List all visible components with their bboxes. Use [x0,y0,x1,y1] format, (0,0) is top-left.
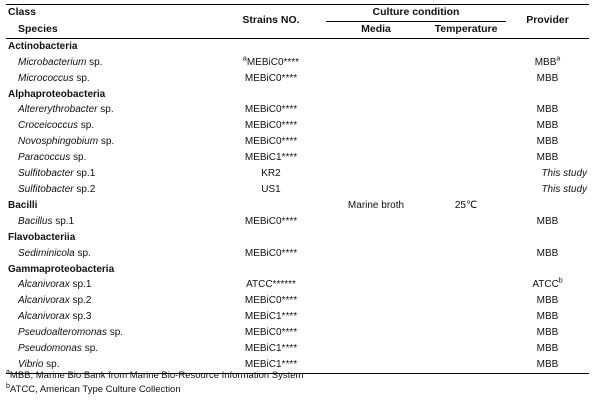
class-name: Alphaproteobacteria [8,88,106,100]
provider-cell [506,309,589,325]
species-genus: Micrococcus [18,72,74,84]
species-suffix: sp.1 [69,279,92,291]
provider-cell [506,357,589,373]
species-cell [6,246,216,262]
species-suffix: sp. [86,56,103,68]
class-temperature [426,262,506,278]
species-suffix: sp. [81,343,99,355]
provider-name: MBB [536,247,559,259]
strain-cell [216,118,326,134]
header-row-1 [6,5,589,22]
provider-cell [506,277,589,293]
header-strains: Strains NO. [216,5,326,39]
species-suffix: sp. [78,120,95,132]
provider-cell [506,325,589,341]
temperature-cell [426,134,506,150]
strain-cell [216,214,326,230]
species-suffix: sp. [106,327,124,339]
provider-cell [506,134,589,150]
species-cell [6,55,216,71]
provider-name: MBB [536,343,559,355]
media-cell [326,277,426,293]
class-provider-cell [506,262,589,278]
temperature-cell [426,71,506,87]
species-genus: Pseudoalteromonas [18,327,107,339]
class-media: Marine broth [347,199,405,211]
header-class: Class [6,5,216,22]
species-genus: Novosphingobium [18,136,99,148]
media-cell [326,246,426,262]
footnote-b: $^b$ATCC, American Type Culture Collection [6,382,181,395]
media-cell [326,325,426,341]
temperature-cell [426,118,506,134]
species-cell [6,150,216,166]
header-species: Species [18,22,58,35]
strain-number: MEBiC1**** [244,152,298,164]
strain-cell [216,293,326,309]
strain-number: MEBiC0**** [244,215,298,227]
class-row [6,230,589,246]
table-row [6,150,589,166]
species-cell [6,182,216,198]
class-temperature [426,230,506,246]
species-cell [6,309,216,325]
class-temperature [426,38,506,54]
temperature-cell [426,293,506,309]
strain-number: MEBiC1**** [244,358,298,370]
strain-cell [216,182,326,198]
species-genus: Alcanivorax [18,279,70,291]
class-row [6,262,589,278]
strain-cell [216,325,326,341]
provider-name: This study [541,168,588,180]
provider-cell [506,341,589,357]
provider-footnote-mark: b [558,278,563,286]
provider-name: MBB [536,215,559,227]
provider-cell [506,214,589,230]
temperature-cell [426,214,506,230]
class-row [6,198,589,214]
provider-cell [506,246,589,262]
species-genus: Pseudomonas [18,343,82,355]
species-suffix: sp. [43,358,60,370]
table-body [6,38,589,373]
media-cell [326,293,426,309]
table-row [6,246,589,262]
provider-cell [506,293,589,309]
species-cell [6,102,216,118]
media-cell [326,214,426,230]
media-cell [326,118,426,134]
table-row [6,325,589,341]
provider-cell [506,182,589,198]
media-cell [326,166,426,182]
provider-name: ATCC [532,279,559,291]
species-cell [6,71,216,87]
class-row [6,87,589,103]
provider-name: MBB [536,136,559,148]
provider-name: MBB [536,295,559,307]
provider-footnote-mark: a [556,55,561,63]
table-row [6,134,589,150]
class-strain-cell [216,230,326,246]
provider-name: MBB [534,56,557,68]
species-cell [6,118,216,134]
strain-cell [216,309,326,325]
species-cell [6,293,216,309]
temperature-cell [426,150,506,166]
strain-cell [216,277,326,293]
media-cell [326,134,426,150]
species-suffix: sp. [74,247,91,259]
strain-number: MEBiC0**** [244,72,298,84]
strain-cell [216,71,326,87]
header-provider: Provider [506,5,589,39]
media-cell [326,150,426,166]
class-temperature: 25℃ [454,199,478,211]
species-genus: Alcanivorax [18,295,70,307]
table-row [6,214,589,230]
provider-name: This study [541,183,588,195]
species-suffix: sp. [73,72,90,84]
media-cell [326,102,426,118]
strain-footnote-mark: a [242,55,247,63]
provider-name: MBB [536,327,559,339]
strain-cell [216,134,326,150]
provider-cell [506,71,589,87]
temperature-cell [426,55,506,71]
strain-number: KR2 [261,168,281,180]
provider-cell [506,166,589,182]
table-row [6,71,589,87]
class-row [6,38,589,54]
strain-number: MEBiC0**** [244,327,298,339]
class-media [326,87,426,103]
provider-cell [506,102,589,118]
class-media [326,38,426,54]
provider-name: MBB [536,104,559,116]
species-cell [6,277,216,293]
class-strain-cell [216,38,326,54]
temperature-cell [426,341,506,357]
species-cell [6,134,216,150]
class-temperature [426,87,506,103]
media-cell [326,309,426,325]
temperature-cell [426,182,506,198]
species-genus: Bacillus [18,215,53,227]
strain-cell [216,166,326,182]
species-suffix: sp.2 [69,295,92,307]
temperature-cell [426,357,506,373]
class-media [326,262,426,278]
temperature-cell [426,277,506,293]
species-genus: Alcanivorax [18,311,70,323]
table-row [6,293,589,309]
table-row [6,341,589,357]
species-suffix: sp.1 [73,168,96,180]
species-suffix: sp.3 [69,311,92,323]
media-cell [326,71,426,87]
species-genus: Croceicoccus [18,120,79,132]
table-row [6,277,589,293]
table-row [6,118,589,134]
strain-number: MEBiC0**** [244,136,298,148]
class-strain-cell [216,87,326,103]
table-row [6,102,589,118]
species-suffix: sp. [97,104,114,116]
class-strain-cell [216,198,326,214]
strain-cell [216,150,326,166]
media-cell [326,357,426,373]
media-cell [326,182,426,198]
strain-number: ATCC****** [246,279,296,291]
class-provider-cell [506,87,589,103]
temperature-cell [426,102,506,118]
strains-table [6,4,589,374]
temperature-cell [426,309,506,325]
class-name: Flavobacteriia [8,231,76,243]
provider-cell [506,118,589,134]
species-suffix: sp.2 [73,183,96,195]
species-suffix: sp.1 [52,215,75,227]
strain-number: MEBiC1**** [244,311,298,323]
species-genus: Sulfitobacter [18,168,74,180]
provider-name: MBB [536,311,559,323]
species-cell [6,341,216,357]
strain-number: MEBiC0**** [244,295,298,307]
media-cell [326,341,426,357]
table-row [6,55,589,71]
species-cell [6,166,216,182]
strain-cell [216,246,326,262]
species-genus: Altererythrobacter [18,104,98,116]
species-genus: Sulfitobacter [18,183,74,195]
provider-cell [506,55,589,71]
strain-cell [216,102,326,118]
provider-name: MBB [536,358,559,370]
class-provider-cell [506,198,589,214]
temperature-cell [426,246,506,262]
provider-name: MBB [536,152,559,164]
species-genus: Microbacterium [18,56,87,68]
species-suffix: sp. [70,152,87,164]
species-suffix: sp. [98,136,115,148]
table-row [6,166,589,182]
provider-name: MBB [536,120,559,132]
strain-number: MEBiC1**** [244,343,298,355]
temperature-cell [426,166,506,182]
provider-name: MBB [536,72,559,84]
species-genus: Vibrio [18,358,44,370]
class-name: Bacilli [8,199,38,211]
header-media: Media [361,22,391,35]
species-cell [6,214,216,230]
temperature-cell [426,325,506,341]
class-strain-cell [216,262,326,278]
class-name: Gammaproteobacteria [8,263,115,275]
header-culture-condition: Culture condition [326,5,506,22]
header-temperature: Temperature [434,22,498,35]
footnote-a: $^a$MBB, Marine Bio Bank from Marine Bio-Resource Information System [6,368,304,381]
provider-cell [506,150,589,166]
strain-number: US1 [261,183,281,195]
class-name: Actinobacteria [6,38,216,54]
species-genus: Sediminicola [18,247,75,259]
species-genus: Paracoccus [18,152,71,164]
table-row [6,182,589,198]
strain-number: MEBiC0**** [244,247,298,259]
footnotes [6,369,303,397]
strain-cell [216,341,326,357]
strain-number: MEBiC0**** [246,56,300,68]
class-provider-cell [506,230,589,246]
class-media [326,230,426,246]
strain-number: MEBiC0**** [244,120,298,132]
media-cell [326,55,426,71]
class-provider-cell [506,38,589,54]
strain-cell [216,55,326,71]
table-row [6,309,589,325]
species-cell [6,325,216,341]
strain-number: MEBiC0**** [244,104,298,116]
